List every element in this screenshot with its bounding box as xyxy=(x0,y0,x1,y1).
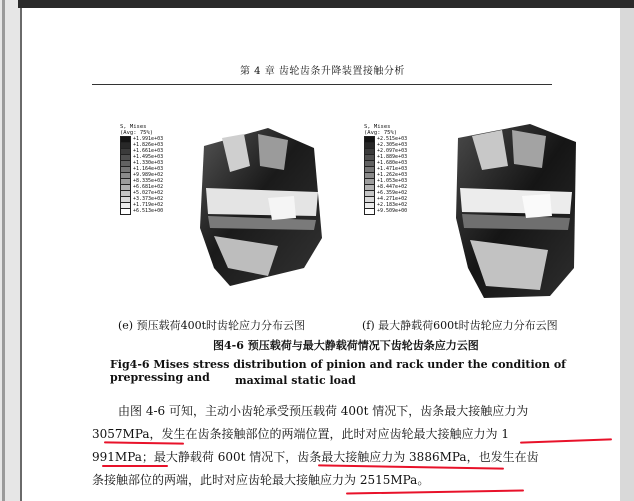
legend-value: +1.262e+03 xyxy=(377,172,408,178)
viewer-right-margin xyxy=(618,8,634,501)
figure-title-cn: 图4-6 预压载荷与最大静载荷情况下齿轮齿条应力云图 xyxy=(213,339,479,352)
legend-value: +6.359e+02 xyxy=(377,190,408,196)
paragraph-line-3: 991MPa；最大静载荷 600t 情况下，齿条最大接触应力为 3886MPa，也发生在齿 xyxy=(92,450,539,464)
legend-value: +3.373e+02 xyxy=(133,196,164,202)
caption-e: (e) 预压载荷400t时齿轮应力分布云图 xyxy=(118,319,306,332)
legend-value: +1.719e+02 xyxy=(133,202,164,208)
legend-value: +8.335e+02 xyxy=(133,178,164,184)
legend-value: +9.989e+02 xyxy=(133,172,164,178)
paragraph-line-1: 由图 4-6 可知，主动小齿轮承受预压载荷 400t 情况下，齿条最大接触应力为 xyxy=(118,404,529,418)
legend-value: +6.513e+00 xyxy=(133,208,164,214)
legend-value: +1.661e+03 xyxy=(133,148,164,154)
annotation-underline-3 xyxy=(102,465,168,467)
legend-value: +9.509e+00 xyxy=(377,208,408,214)
legend-value: +2.515e+03 xyxy=(377,136,408,142)
figure-f xyxy=(362,118,584,308)
figure-title-en-line1: Fig4-6 Mises stress distribution of pinion and rack under the condition of prepressing and xyxy=(110,358,566,384)
legend-value: +5.027e+02 xyxy=(133,190,164,196)
legend-value: +2.097e+03 xyxy=(377,148,408,154)
legend-title: S, Mises xyxy=(120,124,147,130)
header-rule xyxy=(92,84,552,85)
legend-avg: (Avg: 75%) xyxy=(364,130,398,136)
viewer-left-border xyxy=(2,0,5,501)
legend-value: +8.447e+02 xyxy=(377,184,408,190)
figure-e xyxy=(118,118,330,308)
legend-value: +6.681e+02 xyxy=(133,184,164,190)
legend-value: +1.330e+03 xyxy=(133,160,164,166)
legend-value: +1.889e+03 xyxy=(377,154,408,160)
legend-value: +2.183e+02 xyxy=(377,202,408,208)
legend-value: +1.053e+03 xyxy=(377,178,408,184)
legend-value: +4.271e+02 xyxy=(377,196,408,202)
legend-value: +2.305e+03 xyxy=(377,142,408,148)
legend-title: S, Mises xyxy=(364,124,391,130)
legend-value: +1.680e+03 xyxy=(377,160,408,166)
figure-title-en-line2: maximal static load xyxy=(235,374,356,387)
caption-f: (f) 最大静载荷600t时齿轮应力分布云图 xyxy=(362,319,558,332)
viewer-top-bar xyxy=(18,0,634,8)
legend-value: +1.826e+03 xyxy=(133,142,164,148)
legend-value: +1.991e+03 xyxy=(133,136,164,142)
paragraph-line-4: 条接触部位的两端，此时对应齿轮最大接触应力为 2515MPa。 xyxy=(92,473,430,487)
legend-value: +1.471e+03 xyxy=(377,166,408,172)
pinion-stress-image-e xyxy=(118,118,330,308)
legend-avg: (Avg: 75%) xyxy=(120,130,154,136)
chapter-header: 第 4 章 齿轮齿条升降装置接触分析 xyxy=(240,66,405,77)
paragraph-line-2: 3057MPa，发生在齿条接触部位的两端位置，此时对应齿轮最大接触应力为 1 xyxy=(92,427,509,441)
pinion-stress-image-f xyxy=(362,118,584,308)
legend-value: +1.495e+03 xyxy=(133,154,164,160)
legend-value: +1.164e+03 xyxy=(133,166,164,172)
